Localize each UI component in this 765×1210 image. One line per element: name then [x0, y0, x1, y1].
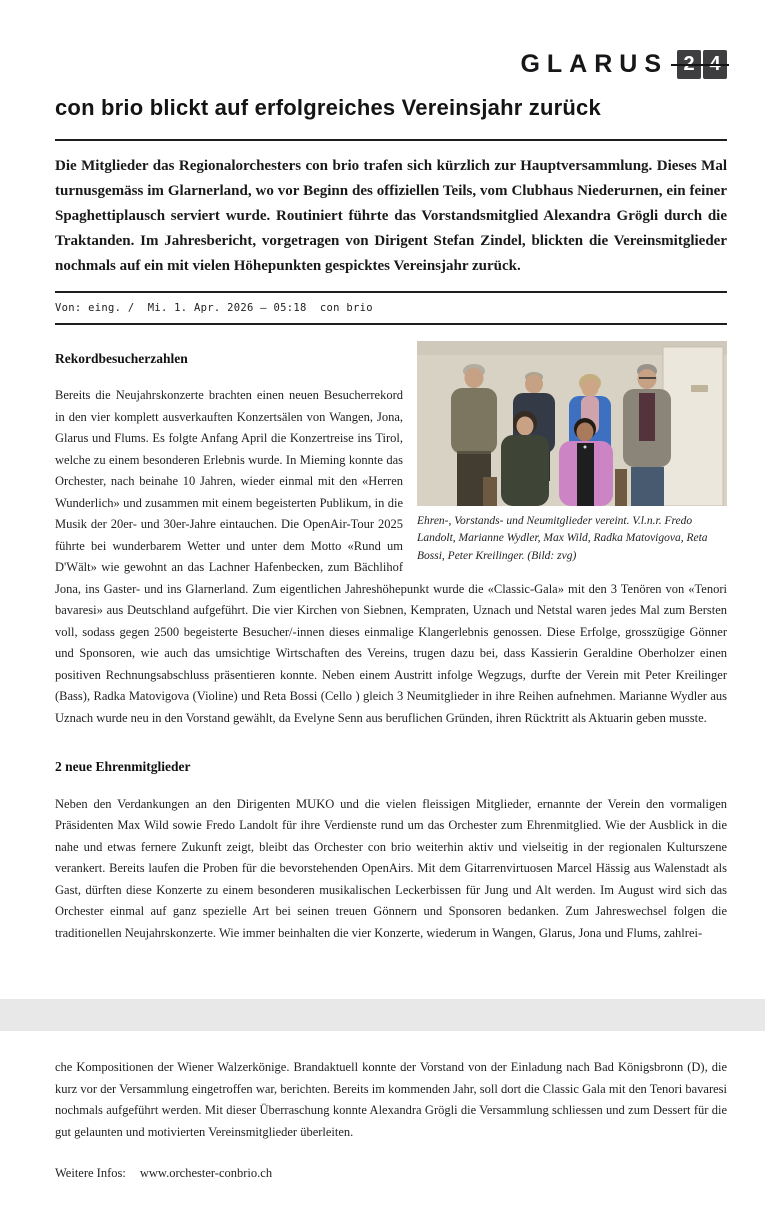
more-info-label: Weitere Infos: — [55, 1166, 126, 1181]
more-info-url[interactable]: www.orchester-conbrio.ch — [139, 1166, 273, 1181]
article-body — [55, 325, 727, 944]
logo-24-badge — [677, 50, 727, 79]
photo-caption: Ehren-, Vorstands- und Neumitglieder vereint. V.l.n.r. Fredo Landolt, Marianne Wydler, Max Wild, Radka Matovigova, Reta Bossi, Peter Kreilinger. (Bild: zvg) — [417, 515, 708, 562]
whitespace-before-page-break — [55, 944, 727, 999]
article-content — [55, 95, 727, 999]
article-photo — [417, 341, 727, 506]
more-info-row — [55, 1163, 727, 1185]
group-photo-illustration — [417, 341, 727, 506]
byline-box — [55, 291, 727, 325]
page-break-band — [0, 999, 765, 1031]
article-figure — [417, 341, 727, 565]
section-body-rekordbesucherzahlen: Bereits die Neujahrskonzerte brachten einen neuen Besucherrekord in den vier komplett ausverkauften Konzertsälen von Wangen, Jona, Glarus und Flums. Es folgte Anfang April die Konzertreise ins Tirol, welche zu einem besonderen Erlebnis wurde. In Mieming konnte das Orchester, nach beinahe 10 Jahren, wieder einmal mit den «Herren Wunderlich» und zusammen mit einem begeisterten Publikum, in die Musik der 20er- und 30er-Jahre eintauchen. Die OpenAir-Tour 2025 führte bei wunderbarem Wetter und unter dem Motto «Rund um D'Wält» wie gewohnt an das Lachner Hafenbecken, zum Bächlihof Jona, ins Gaster- und ins Glarnerland. Zum eigentlichen Jahreshöhepunkt wurde die «Classic-Gala» mit den 3 Tenören von «Tenori bavaresi» aus Deutschland aufgeführt. Die vier Kirchen von Siebnen, Kempraten, Uznach und Netstal waren jedes Mal zum Bersten voll, sodass gegen 2500 begeisterte Besucher/-innen dieses einmalige Klangerlebnis genossen. Diese Erfolge, grosszügige Gönner und Sponsoren, wie auch das umsichtige Wirtschaften des Vereins, trugen dazu bei, dass Kassierin Geraldine Oberholzer einen positiven Rechnungsabschluss präsentieren konnte. Neben einem Austritt infolge Wegzugs, durfte der Verein mit Peter Kreilinger (Bass), Radka Matovigova (Violine) und Reta Bossi (Cello ) gleich 3 Neumitglieder in ihre Reihen aufnehmen. Marianne Wydler aus Uznach wurde neu in den Vorstand gewählt, da Evelyne Senn aus beruflichen Gründen, ihren Rücktritt als Aktuarin geben musste. — [55, 388, 727, 725]
section-heading-ehrenmitglieder: 2 neue Ehrenmitglieder — [55, 759, 191, 775]
article-lead: Die Mitglieder das Regionalorchesters con brio trafen sich kürzlich zur Hauptversammlung. Dieses Mal turnusgemäss im Glarnerland, wo vor Beginn des offiziellen Teils, vom Clubhaus Niederurnen, ein feiner Spaghettiplausch serviert wurde. Routiniert führte das Vorstandsmitglied Alexandra Grögli durch die Traktanden. Im Jahresbericht, vorgetragen von Dirigent Stefan Zindel, blickten die Vereinsmitglieder nochmals auf ein mit vielen Höhepunkten gespicktes Vereinsjahr zurück. — [55, 158, 727, 275]
flip-clock-line — [671, 64, 729, 66]
title-divider — [55, 139, 727, 141]
article-title: con brio blickt auf erfolgreiches Vereinsjahr zurück — [55, 95, 601, 120]
continuation-paragraph: che Kompositionen der Wiener Walzerkönige. Brandaktuell konnte der Vorstand von der Einladung nach Bad Königsbronn (D), die kurz vor der Versammlung eingetroffen war, berichten. Bereits im kommenden Jahr, soll dort die Classic Gala mit den Tenori bavaresi nochmals aufgeführt werden. Mit dieser Überraschung konnte Alexandra Grögli die Versammlung schliessen und zum Dessert für die gut gelaunten und motivierten Vereinsmitglieder überleiten. — [55, 1060, 727, 1139]
section-heading-rekordbesucherzahlen: Rekordbesucherzahlen — [55, 351, 188, 367]
glarus24-logo[interactable] — [520, 50, 727, 79]
header — [55, 50, 727, 79]
logo-wordmark: GLARUS — [520, 50, 668, 78]
continuation-content — [55, 1031, 727, 1185]
section-body-ehrenmitglieder: Neben den Verdankungen an den Dirigenten MUKO und die vielen fleissigen Mitglieder, ernannte der Verein den vormaligen Präsidenten Max Wild sowie Fredo Landolt für ihre Verdienste rund um das Orchester zum Ehrenmitglied. Wie der Ausblick in die nahe und etwas fernere Zukunft zeigt, bleibt das Orchester con brio weiterhin aktiv und vielseitig in der regionalen Kulturszene verankert. Bereits laufen die Proben für die bevorstehenden OpenAirs. Mit dem Gitarrenvirtuosen Marcel Hässig aus Walenstadt als Gast, dürften diese Konzerte zu einem besonderen musikalischen Leckerbissen für Jung und Alt werden. Im August wird sich das Orchester einmal auf ganz spezielle Art bei seinen treuen Gönnern und Sponsoren bedanken. Zum Jahreswechsel folgen die traditionellen Neujahrskonzerte. Wie immer beinhalten die vier Konzerte, wiederum in Wangen, Glarus, Jona und Flums, zahlrei- — [55, 796, 727, 940]
byline: Von: eing. / Mi. 1. Apr. 2026 – 05:18 con brio — [55, 302, 373, 315]
